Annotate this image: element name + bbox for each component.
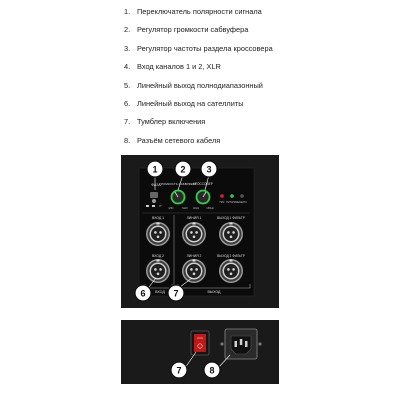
svg-text:150Hz: 150Hz <box>206 207 214 210</box>
legend-item: 3. Регулятор частоты раздела кроссовера <box>124 43 273 53</box>
line1-label: ЛИНИЯ 1 <box>186 216 202 220</box>
svg-text:ПИТАНИЕ: ПИТАНИЕ <box>226 201 238 204</box>
volume-label: ГРОМКОСТЬ САБВУФЕРА <box>159 182 197 186</box>
svg-text:3: 3 <box>206 164 212 175</box>
out1-label: ВЫХОД 1 ФИЛЬТР <box>217 216 245 220</box>
svg-text:ЗАЩИТА: ЗАЩИТА <box>237 201 247 204</box>
legend-item: 7. Тумблер включения <box>124 117 206 127</box>
callout-6 <box>135 285 151 301</box>
power-led <box>230 194 234 198</box>
callout-2 <box>175 161 191 177</box>
xlr-line-1[interactable] <box>182 222 206 246</box>
svg-text:0°: 0° <box>159 204 162 208</box>
svg-text:ПИК: ПИК <box>219 201 225 204</box>
xlr-out-1[interactable] <box>219 222 243 246</box>
legend-item: 4. Вход каналов 1 и 2, XLR <box>124 62 221 72</box>
legend-item: 2. Регулятор громкости сабвуфера <box>124 25 249 35</box>
iec-power-socket[interactable] <box>220 329 261 359</box>
protect-led <box>240 194 244 198</box>
legend-item: 5. Линейный выход полнодиапазонный <box>124 80 263 90</box>
callout-7-panel <box>168 285 184 301</box>
legend-item: 1. Переключатель полярности сигнала <box>124 7 262 16</box>
peak-led <box>220 194 224 198</box>
polarity-label: ФАЗА <box>151 183 161 187</box>
svg-text:40Hz: 40Hz <box>192 207 200 210</box>
output-group-label: ВЫХОД <box>207 290 221 294</box>
svg-text:MIN: MIN <box>168 207 174 210</box>
callout-7-switch <box>171 362 187 378</box>
input2-label: ВХОД 2 <box>152 254 164 258</box>
polarity-switch[interactable] <box>150 192 158 198</box>
svg-text:1: 1 <box>152 164 158 175</box>
svg-text:MAX: MAX <box>182 207 188 210</box>
input-group-label: ВХОД <box>155 290 165 294</box>
line2-label: ЛИНИЯ 2 <box>186 254 202 258</box>
svg-text:6: 6 <box>140 288 146 299</box>
xlr-input-1[interactable] <box>146 222 170 246</box>
crossover-label: КРОССОВЕР <box>193 182 213 186</box>
callout-8 <box>204 362 220 378</box>
svg-text:8: 8 <box>209 365 215 376</box>
legend-item: 6. Линейный выход на сателлиты <box>124 98 244 108</box>
input1-label: ВХОД 1 <box>152 216 164 220</box>
xlr-line-2[interactable] <box>182 259 206 283</box>
xlr-input-2[interactable] <box>146 259 170 283</box>
svg-text:2: 2 <box>180 164 186 175</box>
svg-text:7: 7 <box>176 365 182 376</box>
xlr-out-2[interactable] <box>219 259 243 283</box>
svg-text:7: 7 <box>173 288 179 299</box>
callout-3 <box>201 161 217 177</box>
callout-1 <box>147 161 163 177</box>
legend-item: 8. Разъём сетевого кабеля <box>124 135 221 145</box>
out2-label: ВЫХОД 2 ФИЛЬТР <box>217 254 245 258</box>
